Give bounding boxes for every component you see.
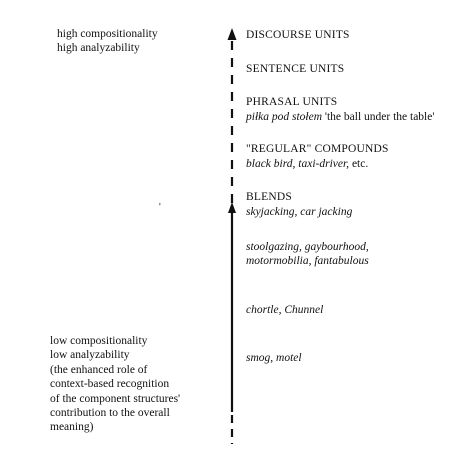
blends-label: BLENDS (246, 191, 292, 203)
phrasal-units-label: PHRASAL UNITS (246, 96, 338, 108)
blend-examples-group-2: chortle, Chunnel (246, 304, 324, 316)
blend-example-line-2: motormobilia, fantabulous (246, 255, 369, 268)
high-compositionality-text: high compositionality (57, 28, 158, 40)
phrasal-units-example (246, 110, 434, 124)
low-note-line-2: context-based recognition (50, 378, 170, 391)
blends-example: skyjacking, car jacking (246, 206, 353, 218)
blend-examples-group-1 (246, 240, 369, 269)
phrasal-example-gloss: 'the ball under the table' (324, 111, 435, 123)
blend-examples-group-3: smog, motel (246, 352, 302, 364)
phrasal-example-italic: piłka pod stołem (246, 111, 323, 123)
low-analyzability-text: low analyzability (50, 349, 130, 362)
low-note-line-4: contribution to the overall (50, 407, 170, 420)
low-end-label (50, 334, 180, 435)
axis-arrowhead-mid (228, 202, 236, 213)
stray-mark: ' (159, 202, 161, 213)
high-analyzability-text: high analyzability (57, 42, 140, 55)
regular-compounds-label: "REGULAR" COMPOUNDS (246, 143, 389, 155)
low-note-line-5: meaning) (50, 421, 94, 434)
low-compositionality-text: low compositionality (50, 335, 148, 347)
blend-example-line-1: stoolgazing, gaybourhood, (246, 241, 369, 253)
low-note-line-3: of the component structures' (50, 392, 181, 405)
sentence-units-label: SENTENCE UNITS (246, 63, 345, 75)
low-note-line-1: (the enhanced role of (50, 363, 148, 376)
axis-arrowhead (228, 28, 237, 40)
compounds-example-etc: etc. (351, 158, 369, 170)
discourse-units-label: DISCOURSE UNITS (246, 29, 350, 41)
regular-compounds-example (246, 157, 368, 171)
high-end-label (57, 27, 158, 56)
compounds-example-italic: black bird, taxi-driver, (246, 158, 350, 170)
